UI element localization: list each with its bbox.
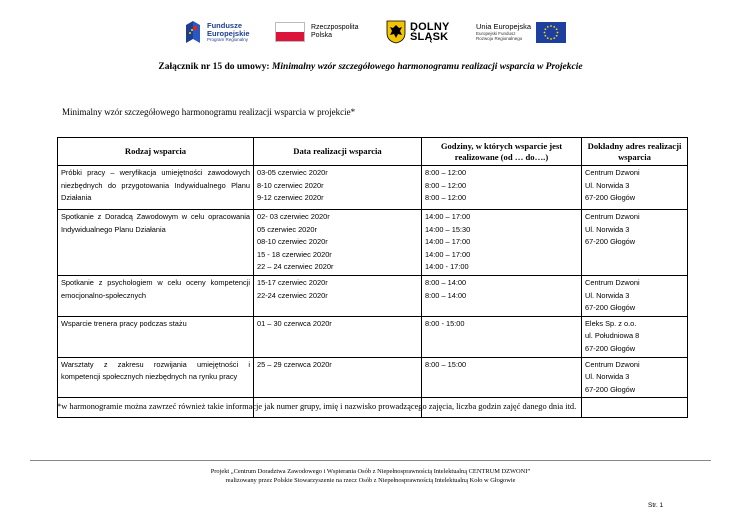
row-address <box>582 275 688 316</box>
hours-entry: 14:00 – 17:00 <box>425 249 471 259</box>
ue-line1: Unia Europejska <box>476 21 532 31</box>
fundusze-europejskie-icon <box>184 19 202 45</box>
date-entry: 15-17 czerwiec 2020r <box>257 277 328 287</box>
annex-prefix: Załącznik nr 15 do umowy: <box>158 62 272 72</box>
address-line: Ul. Norwida 3 <box>585 372 630 382</box>
fundusze-europejskie-logo <box>184 14 250 50</box>
date-entry: 22-24 czerwiec 2020r <box>257 290 328 300</box>
address-line: Centrum Dzwoni <box>585 359 640 369</box>
row-dates <box>254 166 422 210</box>
date-entry: 22 – 24 czerwiec 2020r <box>257 262 334 272</box>
rzeczpospolita-polska-logo <box>275 14 358 50</box>
table-row <box>58 357 688 398</box>
address-line: Eleks Sp. z o.o. <box>585 318 637 328</box>
ue-line3: Rozwoju Regionalnego <box>476 36 523 42</box>
row-address <box>582 210 688 276</box>
header-address: Dokładny adres realizacji wsparcia <box>582 138 688 166</box>
row-hours <box>422 210 582 276</box>
row-hours <box>422 275 582 316</box>
ds-line1: DOLNY <box>410 20 450 33</box>
hours-entry: 8:00 – 12:00 <box>425 168 467 177</box>
hours-entry: 8:00 – 14:00 <box>425 290 467 300</box>
row-kind: Spotkanie z psychologiem w celu oceny kompetencji emocjonalno-społecznych <box>58 275 254 316</box>
footnote: *w harmonogramie można zawrzeć również takie informacje jak numer grupy, imię i nazwisko prowadzącego zajęcia, liczba godzin zajęć danego dnia itd. <box>57 402 577 411</box>
table-row <box>58 210 688 276</box>
row-dates <box>254 316 422 357</box>
row-kind: Spotkanie z Doradcą Zawodowym w celu opracowania Indywidualnego Planu Działania <box>58 210 254 276</box>
hours-entry: 14:00 – 17:00 <box>425 212 471 221</box>
pl-line2: Polska <box>311 32 333 39</box>
header-hours: Godziny, w których wsparcie jest realizowane (od … do….) <box>422 138 582 166</box>
hours-entry: 8:00 - 15:00 <box>425 318 465 328</box>
fe-line1: Fundusze <box>207 20 242 30</box>
footer-divider <box>30 460 711 461</box>
unia-europejska-logo <box>476 14 566 50</box>
table-row <box>58 316 688 357</box>
row-hours <box>422 316 582 357</box>
hours-entry: 14:00 – 17:00 <box>425 237 471 247</box>
table-row <box>58 166 688 210</box>
footer-line1: Projekt „Centrum Doradztwa Zawodowego i Wspierania Osób z Niepełnosprawnością Intelektualną CENTRUM DZWONI” <box>210 468 531 475</box>
logo-bar <box>0 14 741 50</box>
address-line: ul. Południowa 8 <box>585 331 640 341</box>
address-line: Centrum Dzwoni <box>585 168 640 177</box>
date-entry: 9-12 czerwiec 2020r <box>257 193 324 203</box>
row-kind: Warsztaty z zakresu rozwijania umiejętności i kompetencji społecznych niezbędnych na rynku pracy <box>58 357 254 398</box>
table-header-row <box>58 138 688 166</box>
hours-entry: 8:00 – 15:00 <box>425 359 467 369</box>
row-kind: Wsparcie trenera pracy podczas stażu <box>58 316 254 357</box>
address-line: 67-200 Głogów <box>585 384 636 394</box>
date-entry: 03-05 czerwiec 2020r <box>257 168 328 177</box>
date-entry: 15 - 18 czerwiec 2020r <box>257 249 332 259</box>
address-line: Ul. Norwida 3 <box>585 180 630 190</box>
fe-line3: Program Regionalny <box>207 36 249 42</box>
hours-entry: 8:00 – 12:00 <box>425 180 467 190</box>
page-number: Str. 1 <box>648 502 664 509</box>
hours-entry: 14:00 - 17:00 <box>425 262 469 272</box>
ue-line2: Europejski Fundusz <box>476 31 516 37</box>
dolny-slask-logo <box>386 14 450 50</box>
eu-flag-icon <box>536 22 566 43</box>
address-line: 67-200 Głogów <box>585 343 636 353</box>
row-dates <box>254 275 422 316</box>
address-line: 67-200 Głogów <box>585 303 636 313</box>
date-entry: 02- 03 czerwiec 2020r <box>257 212 330 221</box>
schedule-table <box>57 137 688 418</box>
hours-entry: 8:00 – 14:00 <box>425 277 467 287</box>
row-dates <box>254 210 422 276</box>
row-hours <box>422 357 582 398</box>
hours-entry: 14:00 – 15:30 <box>425 224 471 234</box>
header-dates: Data realizacji wsparcia <box>254 138 422 166</box>
address-line: Centrum Dzwoni <box>585 277 640 287</box>
date-entry: 05 czerwiec 2020r <box>257 224 317 234</box>
date-entry: 25 – 29 czerwca 2020r <box>257 359 332 369</box>
empty-cell <box>582 398 688 418</box>
row-kind: Próbki pracy – weryfikacja umiejętności zawodowych niezbędnych do przygotowania Indywidualnego Planu Działania <box>58 166 254 210</box>
hours-entry: 8:00 – 12:00 <box>425 193 467 203</box>
footer-line2: realizowany przez Polskie Stowarzyszenie na rzecz Osób z Niepełnosprawnością Intelektualną Koło w Głogowie <box>225 477 516 484</box>
date-entry: 8-10 czerwiec 2020r <box>257 180 324 190</box>
pl-line1: Rzeczpospolita <box>311 24 359 32</box>
row-address <box>582 316 688 357</box>
row-address <box>582 357 688 398</box>
annex-name: Minimalny wzór szczegółowego harmonogramu realizacji wsparcia w Projekcie <box>271 62 583 72</box>
footer <box>0 467 741 485</box>
address-line: Ul. Norwida 3 <box>585 290 630 300</box>
address-line: 67-200 Głogów <box>585 237 636 247</box>
ds-line2: ŚLĄSK <box>410 31 449 43</box>
header-kind: Rodzaj wsparcia <box>58 138 254 166</box>
row-hours <box>422 166 582 210</box>
row-address <box>582 166 688 210</box>
date-entry: 01 – 30 czerwca 2020r <box>257 318 332 328</box>
polish-flag-icon <box>275 22 305 42</box>
table-row <box>58 275 688 316</box>
schedule-subtitle: Minimalny wzór szczegółowego harmonogramu realizacji wsparcia w projekcie* <box>62 107 356 117</box>
address-line: Ul. Norwida 3 <box>585 224 630 234</box>
annex-title <box>0 62 741 72</box>
fe-line2: Europejskie <box>207 28 250 38</box>
address-line: 67-200 Głogów <box>585 193 636 203</box>
eagle-crest-icon <box>386 20 406 44</box>
date-entry: 08-10 czerwiec 2020r <box>257 237 328 247</box>
address-line: Centrum Dzwoni <box>585 212 640 221</box>
row-dates <box>254 357 422 398</box>
